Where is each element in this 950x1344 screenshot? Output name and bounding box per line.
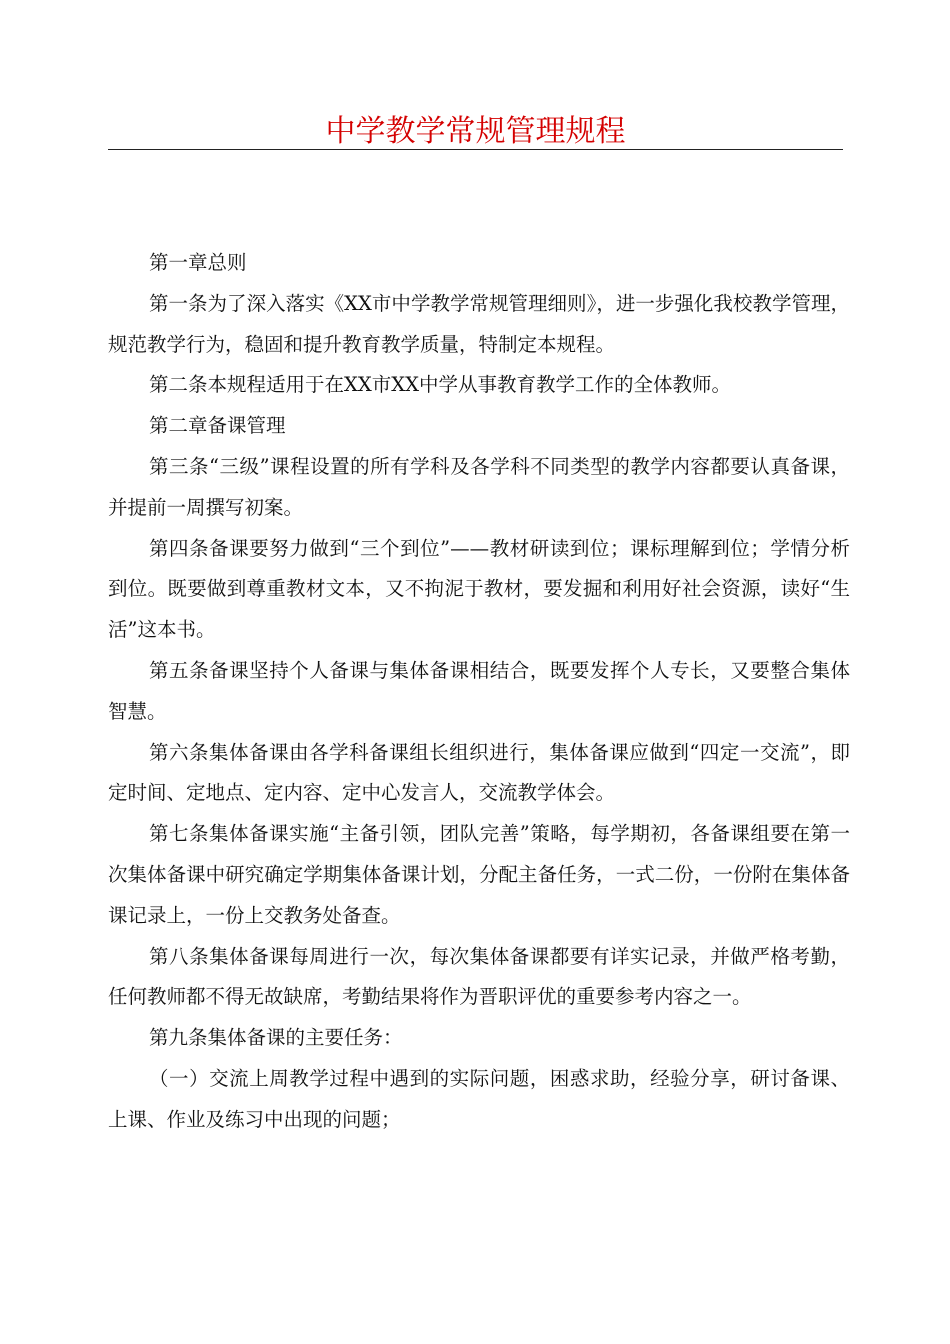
article-paragraph: 第三条“三级”课程设置的所有学科及各学科不同类型的教学内容都要认真备课，并提前一周撰写初案。 [108, 454, 850, 519]
article-paragraph: 第八条集体备课每周进行一次，每次集体备课都要有详实记录，并做严格考勤，任何教师都不得无故缺席，考勤结果将作为晋职评优的重要参考内容之一。 [108, 944, 850, 1009]
list-item-paragraph: （一）交流上周教学过程中遇到的实际问题，困惑求助，经验分享，研讨备课、上课、作业及练习中出现的问题； [108, 1066, 850, 1131]
article-paragraph: 第一条为了深入落实《XX市中学教学常规管理细则》，进一步强化我校教学管理，规范教学行为，稳固和提升教育教学质量，特制定本规程。 [108, 291, 850, 356]
article-paragraph: 第七条集体备课实施“主备引领，团队完善”策略，每学期初，各备课组要在第一次集体备课中研究确定学期集体备课计划，分配主备任务，一式二份，一份附在集体备课记录上，一份上交教务处备查。 [108, 822, 850, 927]
article-paragraph: 第六条集体备课由各学科备课组长组织进行，集体备课应做到“四定一交流”，即定时间、定地点、定内容、定中心发言人，交流教学体会。 [108, 740, 850, 805]
article-paragraph: 第二条本规程适用于在XX市XX中学从事教育教学工作的全体教师。 [149, 373, 732, 397]
chapter-heading: 第一章总则 [149, 251, 247, 274]
article-paragraph: 第五条备课坚持个人备课与集体备课相结合，既要发挥个人专长，又要整合集体智慧。 [108, 658, 850, 723]
document-body [108, 243, 850, 1141]
article-paragraph: 第四条备课要努力做到“三个到位”——教材研读到位；课标理解到位；学情分析到位。既要做到尊重教材文本，又不拘泥于教材，要发掘和利用好社会资源，读好“生活”这本书。 [108, 536, 850, 642]
article-paragraph: 第九条集体备课的主要任务： [149, 1026, 403, 1050]
title-underline [108, 149, 843, 150]
document-title: 中学教学常规管理规程 [325, 114, 626, 149]
chapter-heading: 第二章备课管理 [149, 414, 286, 438]
